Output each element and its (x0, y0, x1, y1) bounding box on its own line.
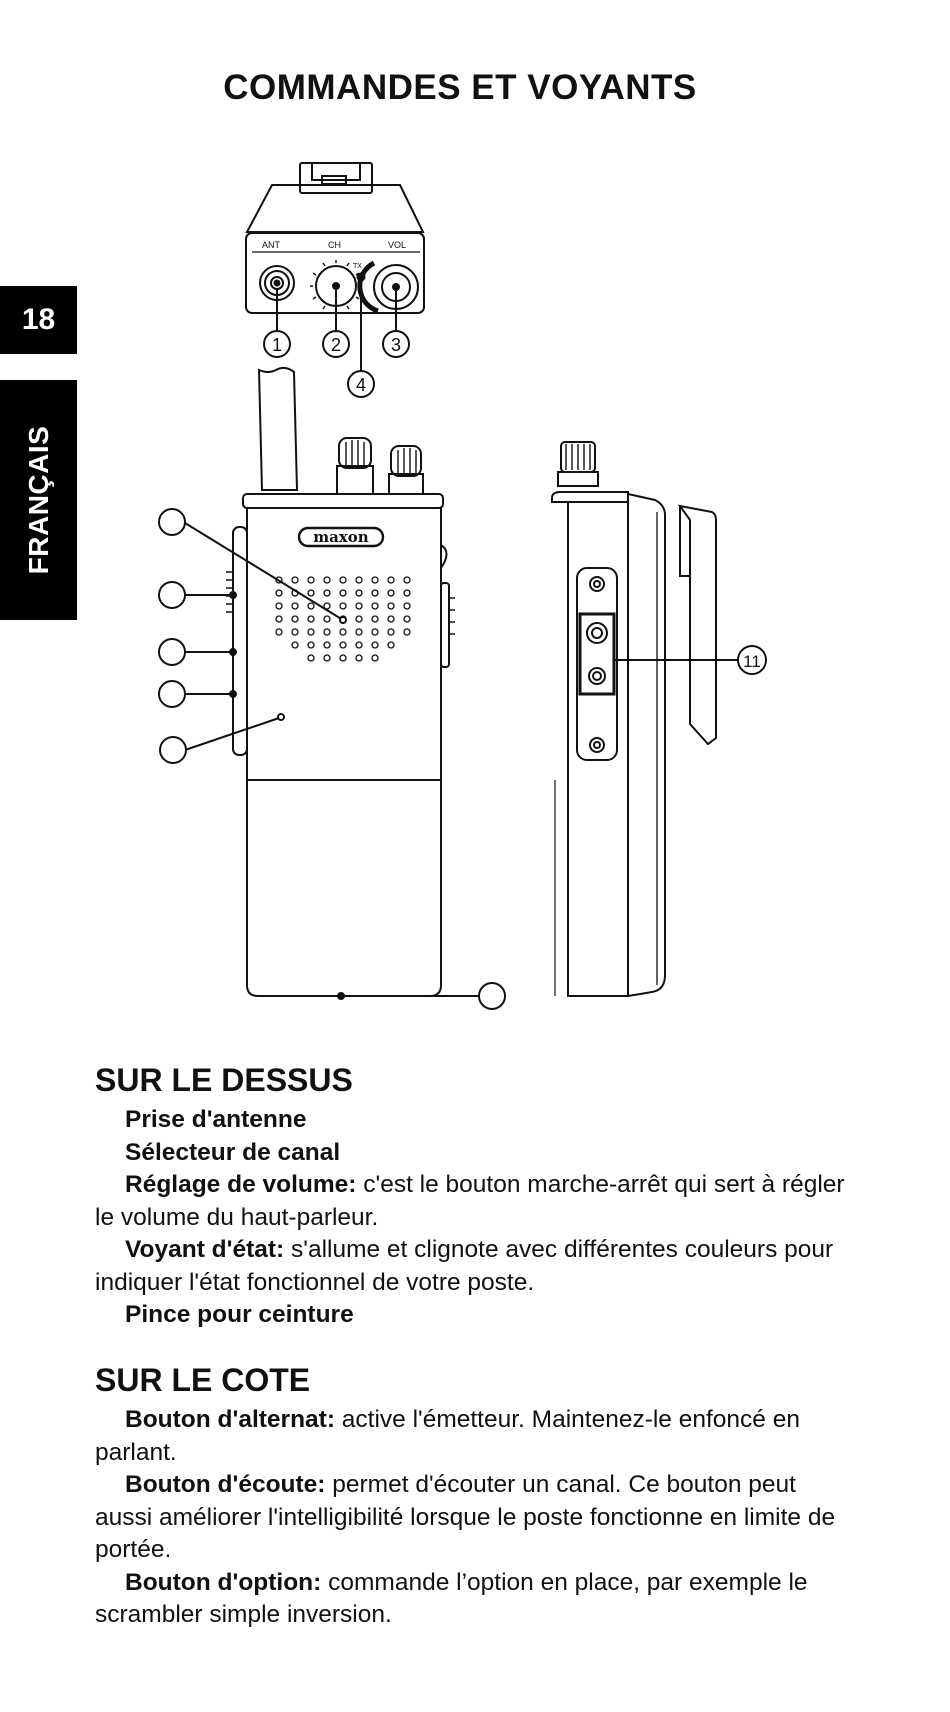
item-monitor-button: Bouton d'écoute: permet d'écouter un canal. Ce bouton peut aussi améliorer l'intelligibilité lorsque le poste fonctionne en limite de portée. (95, 1471, 836, 1563)
item-antenna-jack: Prise d'antenne (125, 1106, 307, 1133)
side-view (552, 442, 766, 996)
callout-3: 3 (390, 335, 402, 355)
ch-label: CH (328, 240, 341, 250)
item-ptt-button: Bouton d'alternat: active l'émetteur. Maintenez-le enfoncé en parlant. (95, 1406, 800, 1466)
item-volume-control: Réglage de volume: c'est le bouton marche-arrêt qui sert à régler le volume du haut-parleur. (95, 1171, 845, 1231)
tx-label: TX (353, 263, 362, 270)
section-top-heading: SUR LE DESSUS (95, 1062, 353, 1098)
callout-4: 4 (355, 375, 367, 395)
vol-label: VOL (388, 240, 407, 250)
ant-label: ANT (262, 240, 280, 250)
item-status-led: Voyant d'état: s'allume et clignote avec différentes couleurs pour indiquer l'état fonctionnel de votre poste. (95, 1236, 834, 1296)
front-knob-right-icon (389, 446, 423, 494)
side-knob-icon (558, 442, 598, 486)
volume-knob-icon (360, 263, 418, 311)
page-number-tab: 18 (0, 286, 77, 354)
language-tab-label: FRANÇAIS (22, 425, 54, 575)
channel-knob-icon (310, 260, 359, 312)
section-side-heading: SUR LE COTE (95, 1362, 311, 1398)
callout-11: 11 (743, 652, 761, 671)
brand-logo: maxon (313, 528, 369, 546)
section-top (95, 1060, 855, 1332)
callout-2: 2 (330, 335, 342, 355)
front-view (159, 368, 505, 1009)
callout-1: 1 (271, 335, 283, 355)
front-knob-left-icon (337, 438, 373, 494)
section-side (95, 1360, 855, 1632)
item-belt-clip: Pince pour ceinture (125, 1301, 354, 1328)
page-title: COMMANDES ET VOYANTS (223, 68, 697, 107)
item-option-button: Bouton d'option: commande l’option en place, par exemple le scrambler simple inversion. (95, 1568, 808, 1628)
item-channel-selector: Sélecteur de canal (125, 1138, 341, 1166)
top-panel-view (246, 163, 424, 397)
